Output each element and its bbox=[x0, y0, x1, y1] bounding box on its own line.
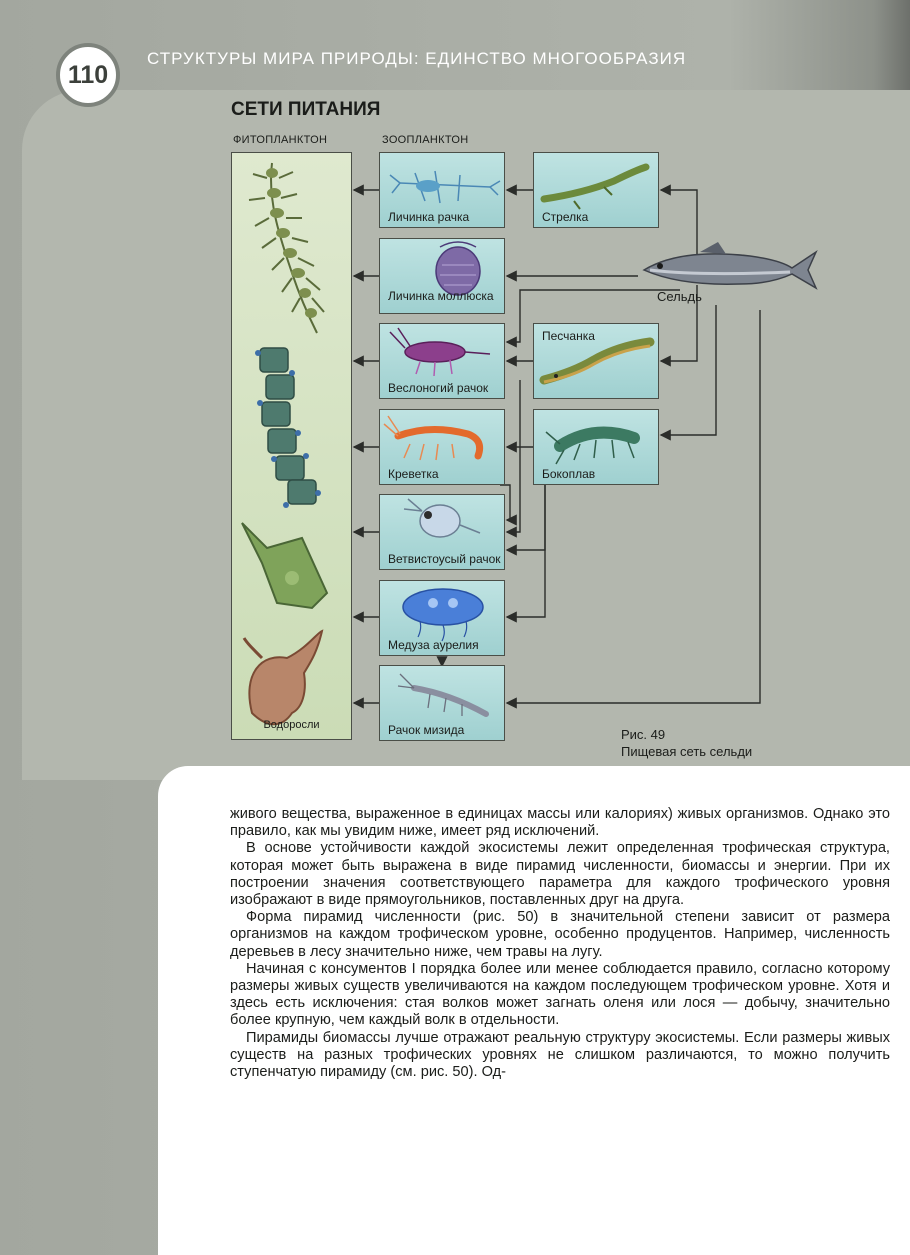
predator-box-arrow-worm bbox=[533, 152, 659, 228]
herring-label: Сельдь bbox=[657, 289, 702, 304]
zooplankton-box-shrimp bbox=[379, 409, 505, 485]
predator-label: Песчанка bbox=[542, 329, 595, 343]
zooplankton-label: Ветвистоусый рачок bbox=[388, 552, 501, 566]
paragraph: живого вещества, выраженное в единицах массы или калориях) живых организмов. Однако это правило, как мы увидим ниже, имеет ряд исключений. bbox=[230, 806, 890, 840]
zooplankton-box-mysid bbox=[379, 665, 505, 741]
paragraph: Форма пирамид численности (рис. 50) в значительной степени зависит от размера организмов на каждом трофическом уровне, особенно продуцентов. Например, численность деревьев в лесу значительно ниже, чем травы на лугу. bbox=[230, 909, 890, 960]
zooplankton-box-copepod bbox=[379, 323, 505, 399]
zooplankton-box-crustacean-larva bbox=[379, 152, 505, 228]
predator-box-amphipod bbox=[533, 409, 659, 485]
zooplankton-label: Рачок мизида bbox=[388, 723, 465, 737]
running-header: СТРУКТУРЫ МИРА ПРИРОДЫ: ЕДИНСТВО МНОГООБРАЗИЯ bbox=[147, 49, 687, 68]
figure-number: Рис. 49 bbox=[621, 727, 666, 742]
zooplankton-label: Личинка моллюска bbox=[388, 289, 494, 303]
predator-label: Бокоплав bbox=[542, 467, 596, 481]
zooplankton-box-jellyfish bbox=[379, 580, 505, 656]
paragraph: Начиная с консументов I порядка более или менее соблюдается правило, согласно которому размеры живых существ увеличиваются на каждом последующем трофическом уровне. Хотя и здесь есть исключения: стая волков может загнать оленя или лося — добычу, значительно более крупную, чем каждый волк в отдельности. bbox=[230, 960, 890, 1029]
figure-caption bbox=[621, 726, 752, 760]
predator-label: Стрелка bbox=[542, 210, 589, 224]
zooplankton-label: Веслоногий рачок bbox=[388, 381, 489, 395]
zooplankton-box-mollusk-larva bbox=[379, 238, 505, 314]
predator-box-sand-eel bbox=[533, 323, 659, 399]
column-heading-phytoplankton: ФИТОПЛАНКТОН bbox=[233, 134, 328, 146]
zooplankton-label: Креветка bbox=[388, 467, 439, 481]
zooplankton-box-cladoceran bbox=[379, 494, 505, 570]
page-number: 110 bbox=[56, 43, 120, 107]
algae-label: Водоросли bbox=[263, 719, 320, 731]
paragraph: Пирамиды биомассы лучше отражают реальную структуру экосистемы. Если размеры живых существ на разных трофических уровнях не слишком различаются, то можно получить ступенчатую пирамиду (см. рис. 50). Од- bbox=[230, 1029, 890, 1081]
figure-title: Пищевая сеть сельди bbox=[621, 744, 753, 759]
zooplankton-label: Медуза аурелия bbox=[388, 638, 479, 652]
paragraph: В основе устойчивости каждой экосистемы лежит определенная трофическая структура, которая может быть выражена в виде пирамид численности, биомассы и энергии. При их построении значения соответствующего параметра для каждого трофического уровня изображают в виде прямоугольников, поставленных друг на друга. bbox=[230, 840, 890, 909]
column-heading-zooplankton: ЗООПЛАНКТОН bbox=[382, 134, 469, 146]
zooplankton-label: Личинка рачка bbox=[388, 210, 470, 224]
section-title: СЕТИ ПИТАНИЯ bbox=[231, 99, 381, 120]
body-text bbox=[230, 806, 890, 1081]
